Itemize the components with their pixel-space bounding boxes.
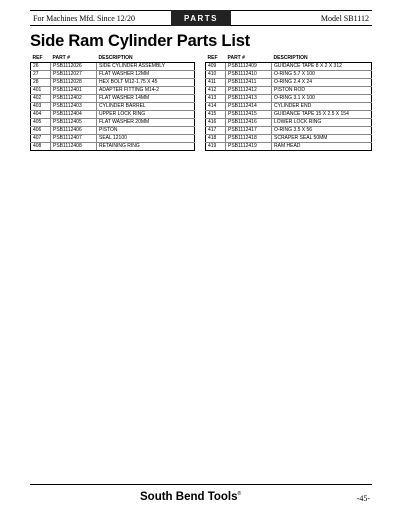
cell-ref: 416 bbox=[206, 119, 226, 127]
cell-ref: 403 bbox=[31, 103, 51, 111]
cell-ref: 412 bbox=[206, 87, 226, 95]
header-machines-note: For Machines Mfd. Since 12/20 bbox=[33, 13, 135, 23]
table-row bbox=[31, 119, 195, 127]
cell-part-number: PSB1112415 bbox=[226, 111, 272, 119]
cell-ref: 414 bbox=[206, 103, 226, 111]
cell-ref: 417 bbox=[206, 127, 226, 135]
table-row bbox=[31, 63, 195, 71]
cell-description: FLAT WASHER 14MM bbox=[97, 95, 195, 103]
table-row bbox=[206, 71, 372, 79]
cell-ref: 413 bbox=[206, 95, 226, 103]
cell-description: CYLINDER END bbox=[272, 103, 372, 111]
cell-description: O-RING 3.5 X 56 bbox=[272, 127, 372, 135]
cell-ref: 409 bbox=[206, 63, 226, 71]
cell-ref: 419 bbox=[206, 143, 226, 151]
cell-ref: 401 bbox=[31, 87, 51, 95]
cell-ref: 406 bbox=[31, 127, 51, 135]
cell-part-number: PSB1112406 bbox=[51, 127, 97, 135]
table-row bbox=[31, 135, 195, 143]
cell-part-number: PSB1112418 bbox=[226, 135, 272, 143]
brand-text: South Bend Tools bbox=[140, 491, 238, 503]
table-row bbox=[31, 103, 195, 111]
trademark-symbol: ® bbox=[237, 491, 242, 497]
column-header-description: DESCRIPTION bbox=[272, 55, 372, 63]
parts-table-left bbox=[30, 55, 195, 151]
cell-ref: 404 bbox=[31, 111, 51, 119]
table-row bbox=[206, 63, 372, 71]
cell-ref: 407 bbox=[31, 135, 51, 143]
table-row bbox=[206, 135, 372, 143]
cell-description: GUIDANCE TAPE 15 X 2.5 X 154 bbox=[272, 111, 372, 119]
cell-ref: 408 bbox=[31, 143, 51, 151]
table-row bbox=[206, 119, 372, 127]
cell-ref: 27 bbox=[31, 71, 51, 79]
cell-ref: 411 bbox=[206, 79, 226, 87]
cell-description: UPPER LOCK RING bbox=[97, 111, 195, 119]
cell-ref: 410 bbox=[206, 71, 226, 79]
column-header-ref: REF bbox=[206, 55, 226, 63]
table-row bbox=[31, 71, 195, 79]
parts-table-right-body bbox=[206, 63, 372, 151]
cell-ref: 26 bbox=[31, 63, 51, 71]
cell-description: SIDE CYLINDER ASSEMBLY bbox=[97, 63, 195, 71]
header-section-label: PARTS bbox=[171, 10, 231, 26]
cell-description: SEAL 12100 bbox=[97, 135, 195, 143]
cell-part-number: PSB1112405 bbox=[51, 119, 97, 127]
page-header bbox=[30, 10, 372, 26]
header-model: Model SB1112 bbox=[320, 13, 369, 23]
column-header-part: PART # bbox=[51, 55, 97, 63]
cell-description: PISTON ROD bbox=[272, 87, 372, 95]
table-row bbox=[31, 79, 195, 87]
cell-part-number: PSB1112411 bbox=[226, 79, 272, 87]
column-header-ref: REF bbox=[31, 55, 51, 63]
cell-description: RAM HEAD bbox=[272, 143, 372, 151]
table-row bbox=[206, 103, 372, 111]
cell-part-number: PSB1112404 bbox=[51, 111, 97, 119]
cell-part-number: PSB1112027 bbox=[51, 71, 97, 79]
cell-description: SCRAPER SEAL 50MM bbox=[272, 135, 372, 143]
table-row bbox=[31, 95, 195, 103]
cell-part-number: PSB1112407 bbox=[51, 135, 97, 143]
page-title: Side Ram Cylinder Parts List bbox=[30, 32, 250, 50]
cell-description: O-RING 2.4 X 24 bbox=[272, 79, 372, 87]
cell-ref: 415 bbox=[206, 111, 226, 119]
table-row bbox=[206, 127, 372, 135]
cell-description: LOWER LOCK RING bbox=[272, 119, 372, 127]
parts-table-left-body bbox=[31, 63, 195, 151]
cell-part-number: PSB1112419 bbox=[226, 143, 272, 151]
cell-ref: 405 bbox=[31, 119, 51, 127]
parts-table-right bbox=[205, 55, 372, 151]
page-number: -45- bbox=[356, 494, 370, 503]
cell-part-number: PSB1112402 bbox=[51, 95, 97, 103]
footer-divider bbox=[30, 484, 372, 485]
cell-part-number: PSB1112414 bbox=[226, 103, 272, 111]
cell-part-number: PSB1112412 bbox=[226, 87, 272, 95]
table-row bbox=[31, 111, 195, 119]
table-row bbox=[31, 143, 195, 151]
table-row bbox=[206, 79, 372, 87]
cell-description: RETAINING RING bbox=[97, 143, 195, 151]
cell-part-number: PSB1112416 bbox=[226, 119, 272, 127]
cell-part-number: PSB1112028 bbox=[51, 79, 97, 87]
column-header-part: PART # bbox=[226, 55, 272, 63]
table-row bbox=[206, 111, 372, 119]
cell-description: FLAT WASHER 12MM bbox=[97, 71, 195, 79]
cell-ref: 418 bbox=[206, 135, 226, 143]
cell-description: PISTON bbox=[97, 127, 195, 135]
cell-part-number: PSB1112026 bbox=[51, 63, 97, 71]
cell-description: ADAPTER FITTING M14-2 bbox=[97, 87, 195, 95]
cell-description: HEX BOLT M12-1.75 X 45 bbox=[97, 79, 195, 87]
cell-description: O-RING 3.1 X 100 bbox=[272, 95, 372, 103]
cell-description: O-RING 5.7 X 100 bbox=[272, 71, 372, 79]
table-header-row bbox=[31, 55, 195, 63]
cell-ref: 402 bbox=[31, 95, 51, 103]
cell-part-number: PSB1112409 bbox=[226, 63, 272, 71]
column-header-description: DESCRIPTION bbox=[97, 55, 195, 63]
cell-description: GUIDANCE TAPE 8 X 2 X 312 bbox=[272, 63, 372, 71]
cell-part-number: PSB1112413 bbox=[226, 95, 272, 103]
table-row bbox=[31, 127, 195, 135]
cell-ref: 28 bbox=[31, 79, 51, 87]
table-header-row bbox=[206, 55, 372, 63]
cell-part-number: PSB1112408 bbox=[51, 143, 97, 151]
table-row bbox=[206, 143, 372, 151]
brand-name bbox=[140, 491, 241, 503]
cell-part-number: PSB1112410 bbox=[226, 71, 272, 79]
cell-description: CYLINDER BARREL bbox=[97, 103, 195, 111]
table-row bbox=[206, 87, 372, 95]
cell-part-number: PSB1112417 bbox=[226, 127, 272, 135]
table-row bbox=[31, 87, 195, 95]
cell-part-number: PSB1112403 bbox=[51, 103, 97, 111]
cell-part-number: PSB1112401 bbox=[51, 87, 97, 95]
table-row bbox=[206, 95, 372, 103]
cell-description: FLAT WASHER 20MM bbox=[97, 119, 195, 127]
